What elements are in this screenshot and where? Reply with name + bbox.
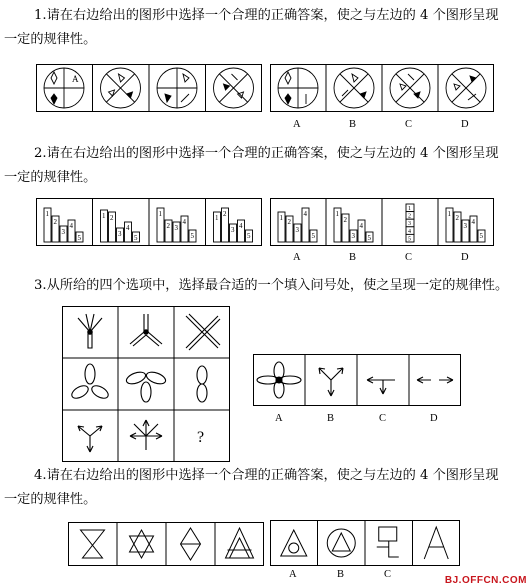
q2-left-cell-3 [157,208,196,242]
bar-label: 5 [134,234,138,242]
question-3-line1: 3.从所给的四个选项中，选择最合适的一个填入问号处，使之呈现一定的规律性。 [34,278,509,293]
q2-left-cell-4 [214,208,253,242]
bar-label: 1 [447,210,451,218]
bar-label: 2 [223,210,227,218]
bar-label: 4 [303,210,307,218]
bar-label: 2 [53,218,57,226]
bar-label: 4 [126,224,130,232]
question-1-line1: 1.请在右边给出的图形中选择一个合理的正确答案，使之与左边的 4 个图形呈现 [34,8,499,23]
bar-label: 4 [182,218,186,226]
question-2 [0,142,531,190]
bar-label: 2 [166,222,170,230]
q2-option-d[interactable]: D [461,252,469,263]
q1-left-letter: A [72,74,79,84]
q1-option-b[interactable]: B [349,119,357,130]
q2-option-d-figure [446,208,485,242]
bar-label: 5 [408,236,411,243]
q2-option-a-figure [278,208,317,242]
bar-label: 3 [351,232,355,240]
bar-label: 1 [102,212,106,220]
q1-option-a[interactable]: A [293,119,301,130]
q2-left-cell-1 [44,208,83,242]
q2-option-figures [270,198,494,246]
q4-left-figures [68,522,264,566]
q2-option-a[interactable]: A [293,252,301,263]
bar-label: 1 [215,214,219,222]
q4-option-c[interactable]: C [384,569,392,580]
q1-left-cell-4 [214,68,254,108]
watermark: BJ.OFFCN.COM [444,575,527,586]
q1-option-d[interactable]: D [461,119,469,130]
bar-label: 1 [158,210,162,218]
bar-label: 3 [231,226,235,234]
q1-left-cell-3 [157,68,197,108]
bar-label: 5 [77,234,81,242]
q1-left-figures [36,64,262,112]
bar-label: 5 [311,232,315,240]
bar-label: 3 [463,222,467,230]
bar-label: 4 [69,222,73,230]
bar-label: 5 [190,232,194,240]
bar-label: 3 [408,221,411,228]
q2-left-figures [36,198,262,246]
bar-label: 5 [367,234,371,242]
q4-option-a[interactable]: A [289,569,297,580]
bar-label: 1 [45,210,49,218]
bar-label: 4 [359,222,363,230]
q3-option-b[interactable]: B [327,413,335,424]
bar-label: 1 [408,206,411,212]
q1-left-cell-2 [101,68,141,108]
bar-label: 2 [343,216,347,224]
question-4-line1: 4.请在右边给出的图形中选择一个合理的正确答案，使之与左边的 4 个图形呈现 [34,468,499,483]
q3-option-c[interactable]: C [379,413,387,424]
bar-label: 2 [287,218,291,226]
bar-label: 2 [455,214,459,222]
bar-label: 3 [174,224,178,232]
bar-label: 3 [61,228,65,236]
q3-matrix [62,306,230,462]
bar-label: 4 [471,218,475,226]
question-1 [0,4,531,52]
bar-label: 3 [118,230,122,238]
bar-label: 1 [335,210,339,218]
q2-option-c[interactable]: C [405,252,413,263]
q2-option-b-figure [334,208,373,242]
q2-option-b[interactable]: B [349,252,357,263]
q2-option-c-figure [406,204,414,242]
question-4-line2: 一定的规律性。 [4,492,97,507]
bar-label: 4 [239,222,243,230]
question-4 [0,464,531,512]
bar-label: 4 [408,228,411,235]
bar-label: 5 [479,232,483,240]
question-3 [0,274,531,298]
q3-options [253,354,461,406]
bar-label: 2 [110,214,114,222]
q3-option-d[interactable]: D [430,413,438,424]
q4-option-b[interactable]: B [337,569,345,580]
q1-option-figures [270,64,494,112]
q2-left-cell-2 [101,210,140,242]
question-2-line2: 一定的规律性。 [4,170,97,185]
bar-label: 2 [408,213,411,220]
bar-label: 5 [247,232,251,240]
q1-option-c[interactable]: C [405,119,413,130]
q3-option-a[interactable]: A [275,413,283,424]
q3-question-mark: ? [197,429,205,446]
bar-label: 3 [295,226,299,234]
q4-option-figures [270,520,460,566]
bar-label: 1 [279,214,283,222]
question-2-line1: 2.请在右边给出的图形中选择一个合理的正确答案，使之与左边的 4 个图形呈现 [34,146,499,161]
question-1-line2: 一定的规律性。 [4,32,97,47]
